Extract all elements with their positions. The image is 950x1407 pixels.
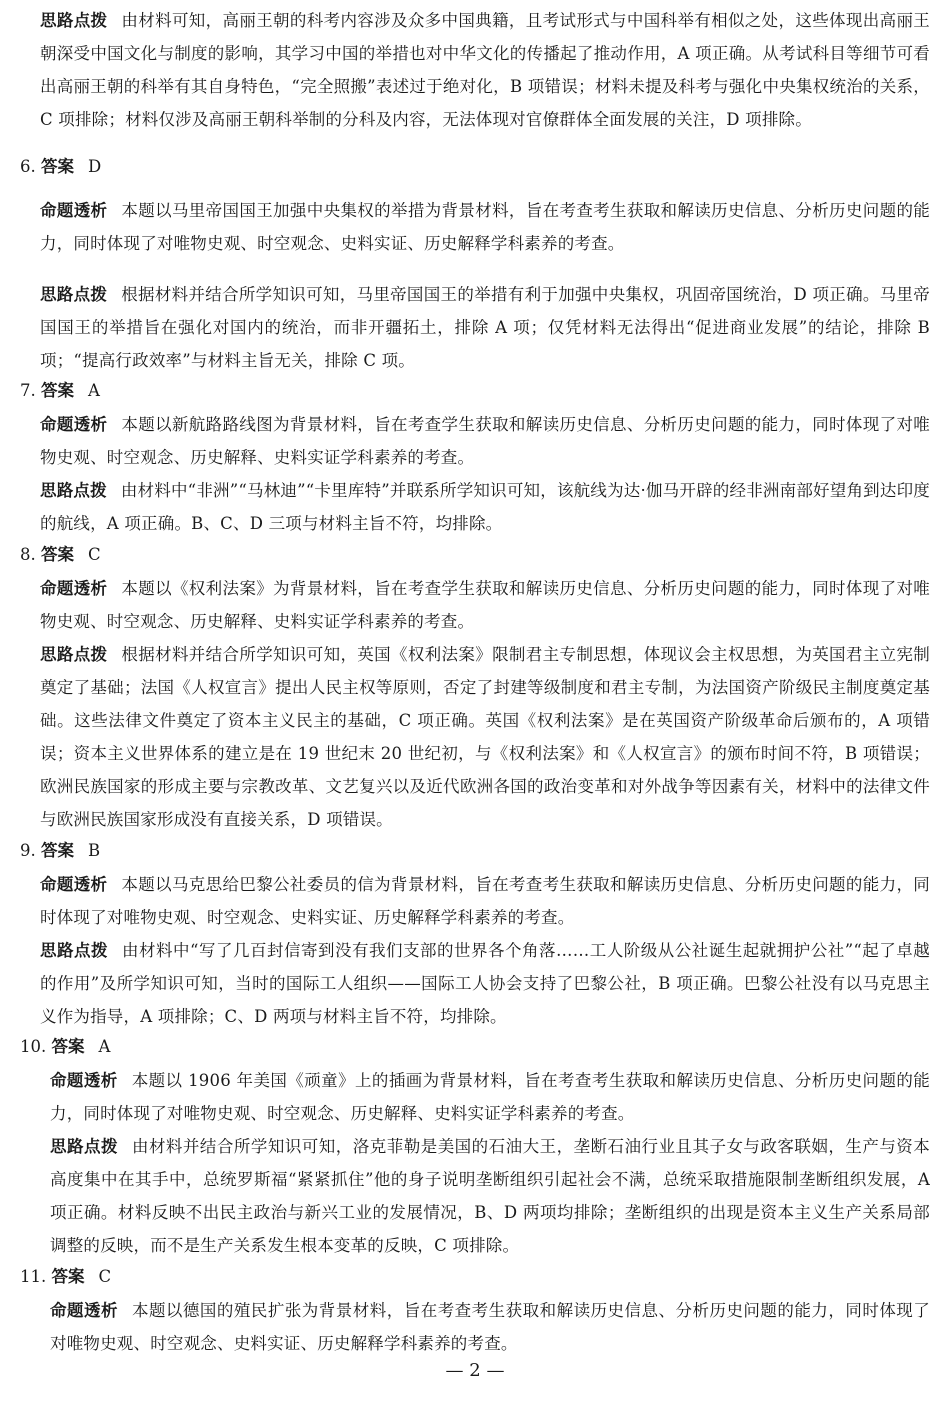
paragraph-text: 本题以《权利法案》为背景材料，旨在考查学生获取和解读历史信息、分析历史问题的能力，同时体现了对唯物史观、时空观念、历史解释、史料实证学科素养的考查。 [40,579,930,631]
section-label: 思路点拨 [40,481,107,500]
answer-heading [20,1030,110,1063]
analysis-paragraph [40,194,930,260]
answer-heading [20,150,101,183]
paragraph-text: 根据材料并结合所学知识可知，马里帝国国王的举措有利于加强中央集权，巩固帝国统治，D 项正确。马里帝国国王的举措旨在强化对国内的统治，而非开疆拓土，排除 A 项；仅凭材料无法得出“促进商业发展”的结论，排除 B 项；“提高行政效率”与材料主旨无关，排除 C 项。 [40,285,930,370]
answer-choice: A [98,1037,111,1056]
answer-label: 答案 [51,1267,85,1286]
question-number: 8. [20,545,41,564]
answer-heading [20,834,100,867]
question-number: 7. [20,381,41,400]
answer-choice: C [98,1267,112,1286]
paragraph-text: 本题以德国的殖民扩张为背景材料，旨在考查考生获取和解读历史信息、分析历史问题的能力，同时体现了对唯物史观、时空观念、史料实证、历史解释学科素养的考查。 [50,1301,930,1353]
paragraph-text: 由材料可知，高丽王朝的科考内容涉及众多中国典籍，且考试形式与中国科举有相似之处，这些体现出高丽王朝深受中国文化与制度的影响，其学习中国的举措也对中华文化的传播起了推动作用，A 项正确。从考试科目等细节可看出高丽王朝的科举有其自身特色，“完全照搬”表述过于绝对化，B 项错误；材料未提及科考与强化中央集权统治的关系，C 项排除；材料仅涉及高丽王朝科举制的分科及内容，无法体现对官僚群体全面发展的关注，D 项排除。 [40,11,930,129]
paragraph-text: 本题以新航路路线图为背景材料，旨在考查学生获取和解读历史信息、分析历史问题的能力，同时体现了对唯物史观、时空观念、历史解释、史料实证学科素养的考查。 [40,415,930,467]
section-label: 命题透析 [40,579,108,598]
hint-paragraph [50,1130,930,1262]
section-label: 命题透析 [40,875,108,894]
paragraph-text: 本题以马克思给巴黎公社委员的信为背景材料，旨在考查考生获取和解读历史信息、分析历史问题的能力，同时体现了对唯物史观、时空观念、史料实证、历史解释学科素养的考查。 [40,875,930,927]
hint-paragraph [40,278,930,377]
analysis-paragraph [50,1294,930,1360]
question-number: 11. [20,1267,52,1286]
page-number: — 2 — [445,1360,505,1381]
answer-label: 答案 [51,1037,85,1056]
answer-choice: B [88,841,101,860]
section-label: 思路点拨 [50,1137,118,1156]
paragraph-text: 本题以马里帝国国王加强中央集权的举措为背景材料，旨在考查考生获取和解读历史信息、分析历史问题的能力，同时体现了对唯物史观、时空观念、史料实证、历史解释学科素养的考查。 [40,201,930,253]
paragraph-text: 由材料中“写了几百封信寄到没有我们支部的世界各个角落……工人阶级从公社诞生起就拥护公社”“起了卓越的作用”及所学知识可知，当时的国际工人组织——国际工人协会支持了巴黎公社，B 项正确。巴黎公社没有以马克思主义作为指导，A 项排除；C、D 两项与材料主旨不符，均排除。 [40,941,930,1026]
answer-choice: D [88,157,102,176]
hint-paragraph [40,638,930,836]
analysis-paragraph [40,572,930,638]
paragraph-text: 由材料中“非洲”“马林迪”“卡里库特”并联系所学知识可知，该航线为达·伽马开辟的经非洲南部好望角到达印度的航线，A 项正确。B、C、D 三项与材料主旨不符，均排除。 [40,481,930,533]
section-label: 命题透析 [50,1071,118,1090]
paragraph-text: 本题以 1906 年美国《顽童》上的插画为背景材料，旨在考查考生获取和解读历史信息、分析历史问题的能力，同时体现了对唯物史观、时空观念、历史解释、史料实证学科素养的考查。 [50,1071,930,1123]
question-number: 9. [20,841,41,860]
section-label: 思路点拨 [40,645,108,664]
answer-heading [20,538,101,571]
section-label: 思路点拨 [40,11,108,30]
analysis-paragraph [50,1064,930,1130]
question-number: 6. [20,157,41,176]
hint-paragraph [40,4,930,136]
analysis-paragraph [40,408,930,474]
answer-choice: A [88,381,100,400]
section-label: 思路点拨 [40,941,109,960]
section-label: 思路点拨 [40,285,108,304]
hint-paragraph [40,934,930,1033]
section-label: 命题透析 [50,1301,118,1320]
answer-heading [20,374,100,407]
answer-choice: C [88,545,101,564]
answer-label: 答案 [41,841,74,860]
question-number: 10. [20,1037,52,1056]
answer-label: 答案 [41,157,74,176]
section-label: 命题透析 [40,201,108,220]
paragraph-text: 由材料并结合所学知识可知，洛克菲勒是美国的石油大王，垄断石油行业且其子女与政客联姻，生产与资本高度集中在其手中，总统罗斯福“紧紧抓住”他的身子说明垄断组织引起社会不满，总统采取措施限制垄断组织发展，A 项正确。材料反映不出民主政治与新兴工业的发展情况，B、D 两项均排除；垄断组织的出现是资本主义生产关系局部调整的反映，而不是生产关系发生根本变革的反映，C 项排除。 [50,1137,930,1255]
hint-paragraph [40,474,930,540]
analysis-paragraph [40,868,930,934]
answer-label: 答案 [41,381,74,400]
section-label: 命题透析 [40,415,108,434]
answer-heading [20,1260,111,1293]
answer-label: 答案 [41,545,74,564]
paragraph-text: 根据材料并结合所学知识可知，英国《权利法案》限制君主专制思想，体现议会主权思想，为英国君主立宪制奠定了基础；法国《人权宣言》提出人民主权等原则，否定了封建等级制度和君主专制，为法国资产阶级民主制度奠定基础。这些法律文件奠定了资本主义民主的基础，C 项正确。英国《权利法案》是在英国资产阶级革命后颁布的，A 项错误；资本主义世界体系的建立是在 19 世纪末 20 世纪初，与《权利法案》和《人权宣言》的颁布时间不符，B 项错误；欧洲民族国家的形成主要与宗教改革、文艺复兴以及近代欧洲各国的政治变革和对外战争等因素有关，材料中的法律文件与欧洲民族国家形成没有直接关系，D 项错误。 [40,645,930,829]
